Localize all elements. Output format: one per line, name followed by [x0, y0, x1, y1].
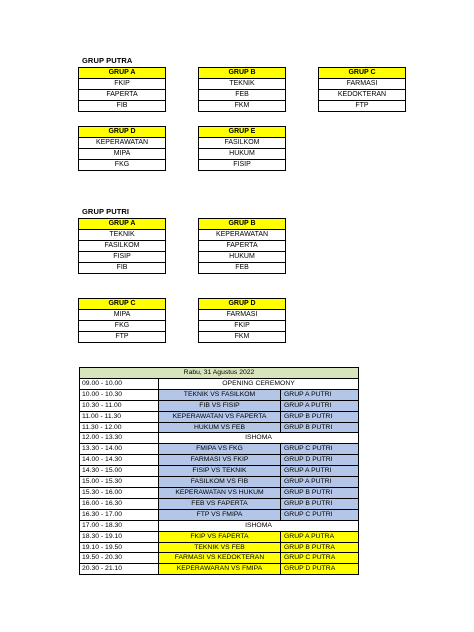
group-cell: GRUP D PUTRI — [281, 455, 359, 466]
event-cell: ISHOMA — [159, 433, 359, 444]
group-member: FIB — [79, 101, 166, 112]
putri-title: GRUP PUTRI — [82, 207, 130, 216]
schedule-row — [80, 477, 359, 488]
putra-grup-e — [198, 126, 286, 171]
group-member: FARMASI — [199, 310, 286, 321]
schedule-row — [80, 553, 359, 564]
schedule-row — [80, 378, 359, 389]
group-member: FAPERTA — [79, 90, 166, 101]
time-cell: 16.00 - 16.30 — [80, 498, 159, 509]
putra-grup-b — [198, 67, 286, 112]
group-cell: GRUP B PUTRA — [281, 542, 359, 553]
group-cell: GRUP B PUTRI — [281, 411, 359, 422]
match-cell: KEPERAWATAN VS HUKUM — [159, 487, 281, 498]
group-member: KEPERAWATAN — [79, 138, 166, 149]
group-member: FTP — [319, 101, 406, 112]
group-header: GRUP B — [199, 68, 286, 79]
schedule-row — [80, 487, 359, 498]
group-header: GRUP B — [199, 219, 286, 230]
schedule-row — [80, 531, 359, 542]
group-cell: GRUP A PUTRI — [281, 477, 359, 488]
group-cell: GRUP C PUTRI — [281, 444, 359, 455]
group-header: GRUP A — [79, 219, 166, 230]
schedule-row — [80, 389, 359, 400]
schedule-row — [80, 400, 359, 411]
schedule-row — [80, 444, 359, 455]
group-member: FARMASI — [319, 79, 406, 90]
time-cell: 15.00 - 15.30 — [80, 477, 159, 488]
time-cell: 11.30 - 12.00 — [80, 422, 159, 433]
match-cell: FEB VS FAPERTA — [159, 498, 281, 509]
group-member: KEPERAWATAN — [199, 230, 286, 241]
time-cell: 15.30 - 16.00 — [80, 487, 159, 498]
time-cell: 10.00 - 10.30 — [80, 389, 159, 400]
time-cell: 19.50 - 20.30 — [80, 553, 159, 564]
group-header: GRUP D — [199, 299, 286, 310]
group-header: GRUP D — [79, 127, 166, 138]
group-cell: GRUP A PUTRI — [281, 389, 359, 400]
putri-grup-b — [198, 218, 286, 274]
group-member: FEB — [199, 90, 286, 101]
schedule-title-row — [80, 368, 359, 379]
match-cell: FASILKOM VS FIB — [159, 477, 281, 488]
group-member: FISIP — [199, 160, 286, 171]
putra-grup-d — [78, 126, 166, 171]
schedule-row — [80, 422, 359, 433]
match-cell: TEKNIK VS FEB — [159, 542, 281, 553]
group-header: GRUP E — [199, 127, 286, 138]
group-member: TEKNIK — [79, 230, 166, 241]
match-cell: FMIPA VS FKG — [159, 444, 281, 455]
group-cell: GRUP A PUTRA — [281, 531, 359, 542]
group-cell: GRUP B PUTRI — [281, 422, 359, 433]
group-member: FTP — [79, 332, 166, 343]
group-member: MIPA — [79, 310, 166, 321]
group-member: FASILKOM — [199, 138, 286, 149]
schedule-row — [80, 564, 359, 575]
putra-title: GRUP PUTRA — [82, 56, 133, 65]
time-cell: 12.00 - 13.30 — [80, 433, 159, 444]
schedule-row — [80, 466, 359, 477]
group-cell: GRUP B PUTRI — [281, 498, 359, 509]
event-cell: ISHOMA — [159, 520, 359, 531]
match-cell: FTP VS FMIPA — [159, 509, 281, 520]
group-member: FISIP — [79, 252, 166, 263]
schedule-row — [80, 411, 359, 422]
group-member: FKIP — [79, 79, 166, 90]
time-cell: 10.30 - 11.00 — [80, 400, 159, 411]
group-member: FAPERTA — [199, 241, 286, 252]
group-member: FEB — [199, 263, 286, 274]
group-member: FKIP — [199, 321, 286, 332]
time-cell: 11.00 - 11.30 — [80, 411, 159, 422]
time-cell: 14.00 - 14.30 — [80, 455, 159, 466]
schedule-table — [79, 367, 359, 575]
time-cell: 16.30 - 17.00 — [80, 509, 159, 520]
schedule-row — [80, 498, 359, 509]
group-member: FASILKOM — [79, 241, 166, 252]
match-cell: FARMASI VS FKIP — [159, 455, 281, 466]
match-cell: FARMASI VS KEDOKTERAN — [159, 553, 281, 564]
time-cell: 19.10 - 19.50 — [80, 542, 159, 553]
match-cell: FKIP VS FAPERTA — [159, 531, 281, 542]
group-cell: GRUP C PUTRI — [281, 509, 359, 520]
group-cell: GRUP B PUTRI — [281, 487, 359, 498]
group-member: FKG — [79, 160, 166, 171]
event-cell: OPENING CEREMONY — [159, 378, 359, 389]
group-member: FKM — [199, 101, 286, 112]
putri-grup-a — [78, 218, 166, 274]
schedule-date: Rabu, 31 Agustus 2022 — [80, 368, 359, 379]
match-cell: FIB VS FISIP — [159, 400, 281, 411]
group-cell: GRUP C PUTRA — [281, 553, 359, 564]
time-cell: 20.30 - 21.10 — [80, 564, 159, 575]
group-cell: GRUP D PUTRA — [281, 564, 359, 575]
schedule-row — [80, 455, 359, 466]
match-cell: FISIP VS TEKNIK — [159, 466, 281, 477]
group-member: HUKUM — [199, 252, 286, 263]
match-cell: KEPERAWARAN VS FMIPA — [159, 564, 281, 575]
group-cell: GRUP A PUTRI — [281, 466, 359, 477]
schedule-row — [80, 520, 359, 531]
putri-grup-c — [78, 298, 166, 343]
putra-grup-a — [78, 67, 166, 112]
group-member: FKG — [79, 321, 166, 332]
time-cell: 13.30 - 14.00 — [80, 444, 159, 455]
group-member: TEKNIK — [199, 79, 286, 90]
match-cell: KEPERAWATAN VS FAPERTA — [159, 411, 281, 422]
schedule-row — [80, 509, 359, 520]
group-header: GRUP C — [319, 68, 406, 79]
group-member: FKM — [199, 332, 286, 343]
group-member: KEDOKTERAN — [319, 90, 406, 101]
match-cell: HUKUM VS FEB — [159, 422, 281, 433]
group-cell: GRUP A PUTRI — [281, 400, 359, 411]
group-header: GRUP C — [79, 299, 166, 310]
schedule-row — [80, 542, 359, 553]
time-cell: 17.00 - 18.30 — [80, 520, 159, 531]
schedule-row — [80, 433, 359, 444]
putri-grup-d — [198, 298, 286, 343]
time-cell: 09.00 - 10.00 — [80, 378, 159, 389]
group-member: FIB — [79, 263, 166, 274]
group-member: MIPA — [79, 149, 166, 160]
time-cell: 14.30 - 15.00 — [80, 466, 159, 477]
time-cell: 18.30 - 19.10 — [80, 531, 159, 542]
match-cell: TEKNIK VS FASILKOM — [159, 389, 281, 400]
group-member: HUKUM — [199, 149, 286, 160]
putra-grup-c — [318, 67, 406, 112]
group-header: GRUP A — [79, 68, 166, 79]
